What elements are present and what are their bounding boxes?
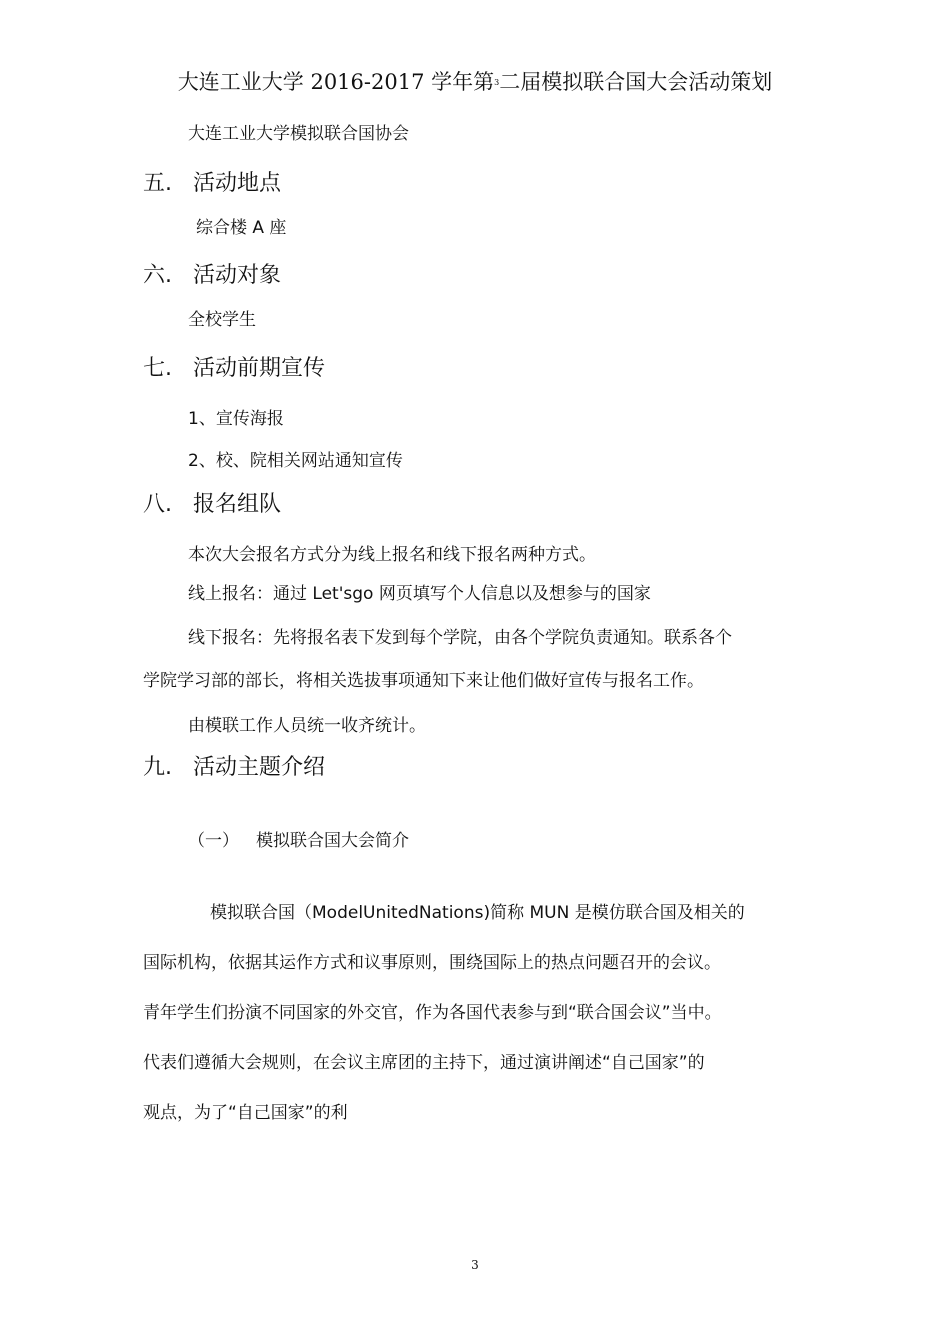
title-part-b: 二届模拟联合国大会活动策划 [499,70,773,94]
organization-name: 大连工业大学模拟联合国协会 [188,124,409,144]
section-heading-9 [143,750,325,781]
section-title: 报名组队 [193,492,282,517]
section-heading-5 [143,166,281,197]
section-8-paragraph-3-line-2: 学院学习部的部长，将相关选拔事项通知下来让他们做好宣传与报名工作。 [143,671,704,691]
mun-intro-line-2: 国际机构，依据其运作方式和议事原则，围绕国际上的热点问题召开的会议。 [143,953,721,973]
section-number: 七. [143,356,172,381]
section-8-paragraph-1: 本次大会报名方式分为线上报名和线下报名两种方式。 [188,545,596,565]
mun-intro-line-4: 代表们遵循大会规则，在会议主席团的主持下，通过演讲阐述“自己国家”的 [143,1053,705,1073]
section-number: 八. [143,492,172,517]
document-title [0,66,950,96]
section-5-content: 综合楼 A 座 [196,218,287,238]
section-7-item-1: 1、宣传海报 [188,409,284,429]
section-title: 活动对象 [193,263,282,288]
mun-intro-line-3: 青年学生们扮演不同国家的外交官，作为各国代表参与到“联合国会议”当中。 [143,1003,722,1023]
section-8-paragraph-3-line-1: 线下报名：先将报名表下发到每个学院，由各个学院负责通知。联系各个 [188,628,732,648]
section-title: 活动前期宣传 [193,356,326,381]
subsection-heading-1 [188,826,409,851]
section-number: 六. [143,263,172,288]
section-heading-8 [143,487,281,518]
page-number: 3 [471,1258,479,1272]
section-heading-7 [143,351,325,382]
section-title: 活动主题介绍 [193,755,326,780]
section-number: 五. [143,171,172,196]
subsection-title: 模拟联合国大会简介 [256,831,409,851]
title-superscript: 3 [494,78,500,87]
mun-intro-line-5: 观点，为了“自己国家”的利 [143,1103,348,1123]
title-part-a: 大连工业大学 2016-2017 学年第 [177,70,495,94]
mun-intro-line-1: 模拟联合国（ModelUnitedNations)简称 MUN 是模仿联合国及相关的 [210,903,745,923]
section-8-paragraph-2: 线上报名：通过 Let'sgo 网页填写个人信息以及想参与的国家 [188,584,651,604]
section-6-content: 全校学生 [188,310,256,330]
section-heading-6 [143,258,281,289]
section-8-paragraph-4: 由模联工作人员统一收齐统计。 [188,716,426,736]
subsection-number: （一） [188,831,239,851]
section-title: 活动地点 [193,171,282,196]
section-7-item-2: 2、校、院相关网站通知宣传 [188,451,403,471]
section-number: 九. [143,755,172,780]
